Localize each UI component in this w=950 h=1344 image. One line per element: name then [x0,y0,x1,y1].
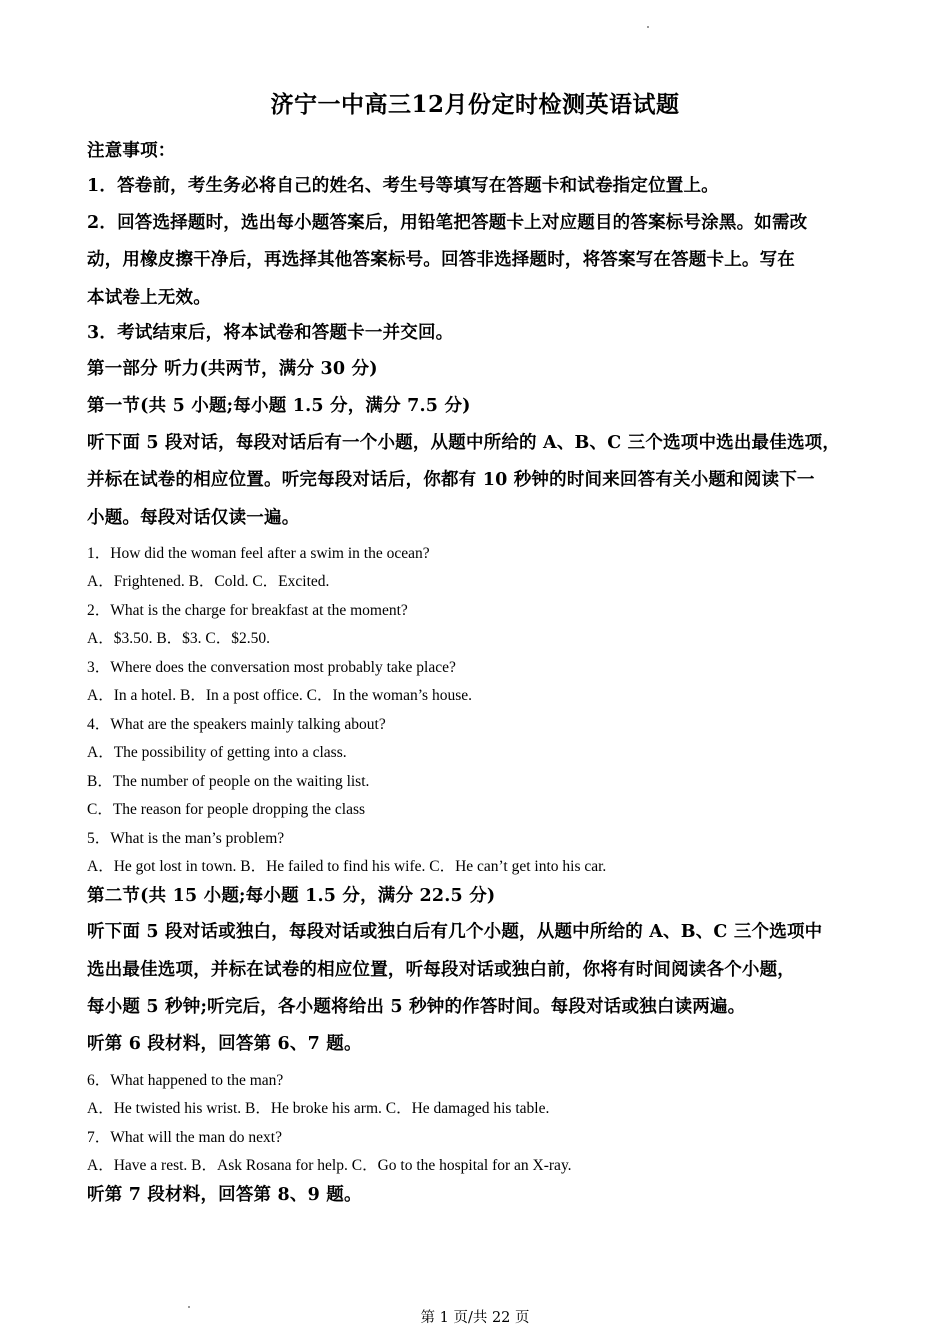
question-4-option-b: B．The number of people on the waiting list. [87,773,370,790]
section2-instruction-line-2: 选出最佳选项，并标在试卷的相应位置，听每段对话或独白前，你将有时间阅读各个小题， [87,960,795,980]
notice-item-2-line-3: 本试卷上无效。 [87,288,211,308]
notice-item-2-line-2: 动，用橡皮擦干净后，再选择其他答案标号。回答非选择题时，将答案写在答题卡上。写在 [87,250,795,270]
notice-item-3: 3．考试结束后，将本试卷和答题卡一并交回。 [87,323,454,343]
notice-item-1: 1．答卷前，考生务必将自己的姓名、考生号等填写在答题卡和试卷指定位置上。 [87,176,719,196]
section2-heading: 第二节(共 15 小题;每小题 1.5 分，满分 22.5 分) [87,886,496,906]
question-7: 7．What will the man do next? [87,1129,282,1146]
question-1: 1．How did the woman feel after a swim in the ocean? [87,545,430,562]
question-1-options: A．Frightened. B．Cold. C．Excited. [87,573,330,590]
question-2: 2．What is the charge for breakfast at the moment? [87,602,408,619]
notice-item-2-line-1: 2．回答选择题时，选出每小题答案后，用铅笔把答题卡上对应题目的答案标号涂黑。如需改 [87,213,808,233]
question-3-options: A．In a hotel. B．In a post office. C．In the woman’s house. [87,687,472,704]
section2-instruction-line-1: 听下面 5 段对话或独白，每段对话或独白后有几个小题，从题中所给的 A、B、C 三个选项中 [87,922,823,942]
question-4-option-a: A．The possibility of getting into a class. [87,744,347,761]
section2-instruction-line-3: 每小题 5 秒钟;听完后，各小题将给出 5 秒钟的作答时间。每段对话或独白读两遍。 [87,997,746,1017]
section1-instruction-line-1: 听下面 5 段对话，每段对话后有一个小题，从题中所给的 A、B、C 三个选项中选出最佳选项， [87,433,841,453]
question-4-option-c: C．The reason for people dropping the class [87,801,366,818]
question-6-options: A．He twisted his wrist. B．He broke his arm. C．He damaged his table. [87,1100,550,1117]
material-6-heading: 听第 6 段材料，回答第 6、7 题。 [87,1034,362,1054]
scan-dot [647,26,649,28]
question-4: 4．What are the speakers mainly talking about? [87,716,386,733]
part1-heading: 第一部分 听力(共两节，满分 30 分) [87,359,378,379]
question-5-options: A．He got lost in town. B．He failed to find his wife. C．He can’t get into his car. [87,858,607,875]
section1-heading: 第一节(共 5 小题;每小题 1.5 分，满分 7.5 分) [87,396,471,416]
question-5: 5．What is the man’s problem? [87,830,285,847]
question-6: 6．What happened to the man? [87,1072,284,1089]
question-2-options: A．$3.50. B．$3. C．$2.50. [87,630,270,647]
question-7-options: A．Have a rest. B．Ask Rosana for help. C．Go to the hospital for an X-ray. [87,1157,572,1174]
question-3: 3．Where does the conversation most probably take place? [87,659,456,676]
notice-heading: 注意事项： [87,141,176,161]
section1-instruction-line-3: 小题。每段对话仅读一遍。 [87,508,300,528]
section1-instruction-line-2: 并标在试卷的相应位置。听完每段对话后，你都有 10 秒钟的时间来回答有关小题和阅读下一 [87,470,815,490]
page-footer: 第 1 页/共 22 页 [420,1310,530,1326]
material-7-heading: 听第 7 段材料，回答第 8、9 题。 [87,1185,362,1205]
page-title: 济宁一中高三12月份定时检测英语试题 [270,91,680,118]
